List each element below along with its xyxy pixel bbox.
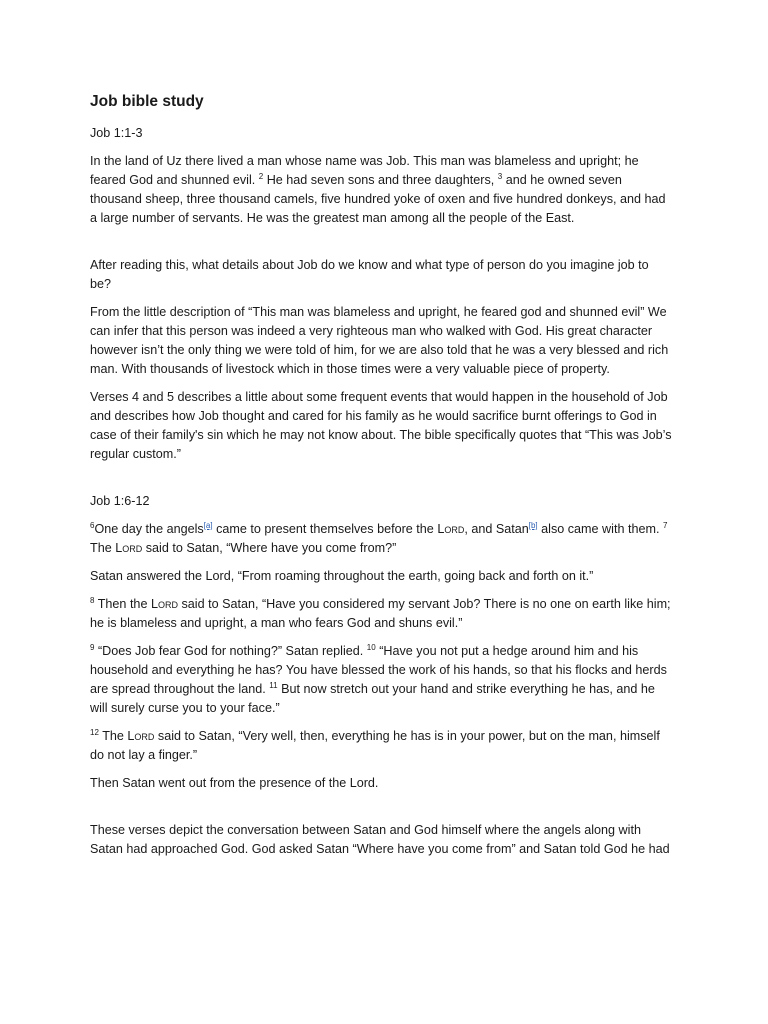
verse-number: 2 [258, 172, 264, 181]
conclusion-paragraph: These verses depict the conversation between Satan and God himself where the angels along with Satan had approached God. God asked Satan “Where have you come from” and Satan told God he had [90, 823, 670, 856]
verse-8: $^8$ Then the Lord said to Satan, “Have you considered my servant Job? There is no one on earth like him; he is blameless and upright, a man who fears God and shuns evil.” [90, 596, 671, 630]
verse-number: 11 [269, 681, 278, 690]
lord-small-caps: Lord [127, 729, 155, 743]
answer-paragraph-2: Verses 4 and 5 describes a little about some frequent events that would happen in the household of Job and describes how Job thought and cared for his family as he would sacrifice burnt offerings to God in case of their family's sin which he may not know about. The bible specifically quotes that “This was Job’s regular custom.” [90, 390, 672, 461]
verse-6-7: $^6$One day the angels[a] came to present themselves before the Lord, and Satan[b] also came with them. $^7$ The Lord said to Satan, “Where have you come from?” [90, 521, 668, 555]
verse-text: In the land of Uz there lived a man whose name was Job. This man was blameless and upright; he feared God and shunned evil. [90, 154, 639, 187]
satan-reply: Satan answered the Lord, “From roaming throughout the earth, going back and forth on it.” [90, 569, 594, 583]
verse-number: 8 [90, 596, 95, 605]
spacer [90, 802, 672, 821]
verse-number: 7 [662, 521, 668, 530]
verse-12: $^{12}$ The Lord said to Satan, “Very well, then, everything he has is in your power, but on the man, himself do not lay a finger.” [90, 728, 660, 762]
verse-number: 3 [497, 172, 503, 181]
verse-number: 9 [90, 643, 95, 652]
spacer [90, 473, 672, 492]
verse-9-11: $^9$ “Does Job fear God for nothing?” Satan replied. $^{10}$ “Have you not put a hedge around him and his household and everything he has? You have blessed the work of his hands, so that his flocks and herds are spread throughout the land. $^{11}$ But now stretch out your hand and strike everything he has, and he will surely curse you to your face.” [90, 643, 667, 715]
scripture-passage-1 [90, 152, 672, 228]
verse-text: He had seven sons and three daughters, [266, 173, 495, 187]
spacer [90, 237, 672, 256]
answer-paragraph-1: From the little description of “This man was blameless and upright, he feared god and shunned evil” We can infer that this person was indeed a very righteous man who walked with God. His great character however isn’t the only thing we were told of him, for we are also told that he was a very blessed and rich man. With thousands of livestock which in those times were a very valuable piece of property. [90, 305, 669, 376]
satan-departs: Then Satan went out from the presence of the Lord. [90, 776, 379, 790]
footnote-link-a[interactable]: [a] [203, 521, 213, 530]
verse-number: 10 [366, 643, 376, 652]
verse-number: 6 [90, 521, 95, 530]
verse-text: and he owned seven thousand sheep, three thousand camels, five hundred yoke of oxen and five hundred donkeys, and had a large number of servants. He was the greatest man among all the people of the East. [90, 173, 666, 225]
study-question: After reading this, what details about Job do we know and what type of person do you imagine job to be? [90, 258, 649, 291]
scripture-reference-1: Job 1:1-3 [90, 126, 143, 140]
footnote-link-b[interactable]: [b] [528, 521, 538, 530]
scripture-reference-2: Job 1:6-12 [90, 494, 150, 508]
lord-small-caps: Lord [437, 522, 465, 536]
lord-small-caps: Lord [150, 597, 178, 611]
lord-small-caps: Lord [115, 541, 143, 555]
document-title: Job bible study [90, 93, 204, 110]
verse-number: 12 [90, 728, 99, 737]
